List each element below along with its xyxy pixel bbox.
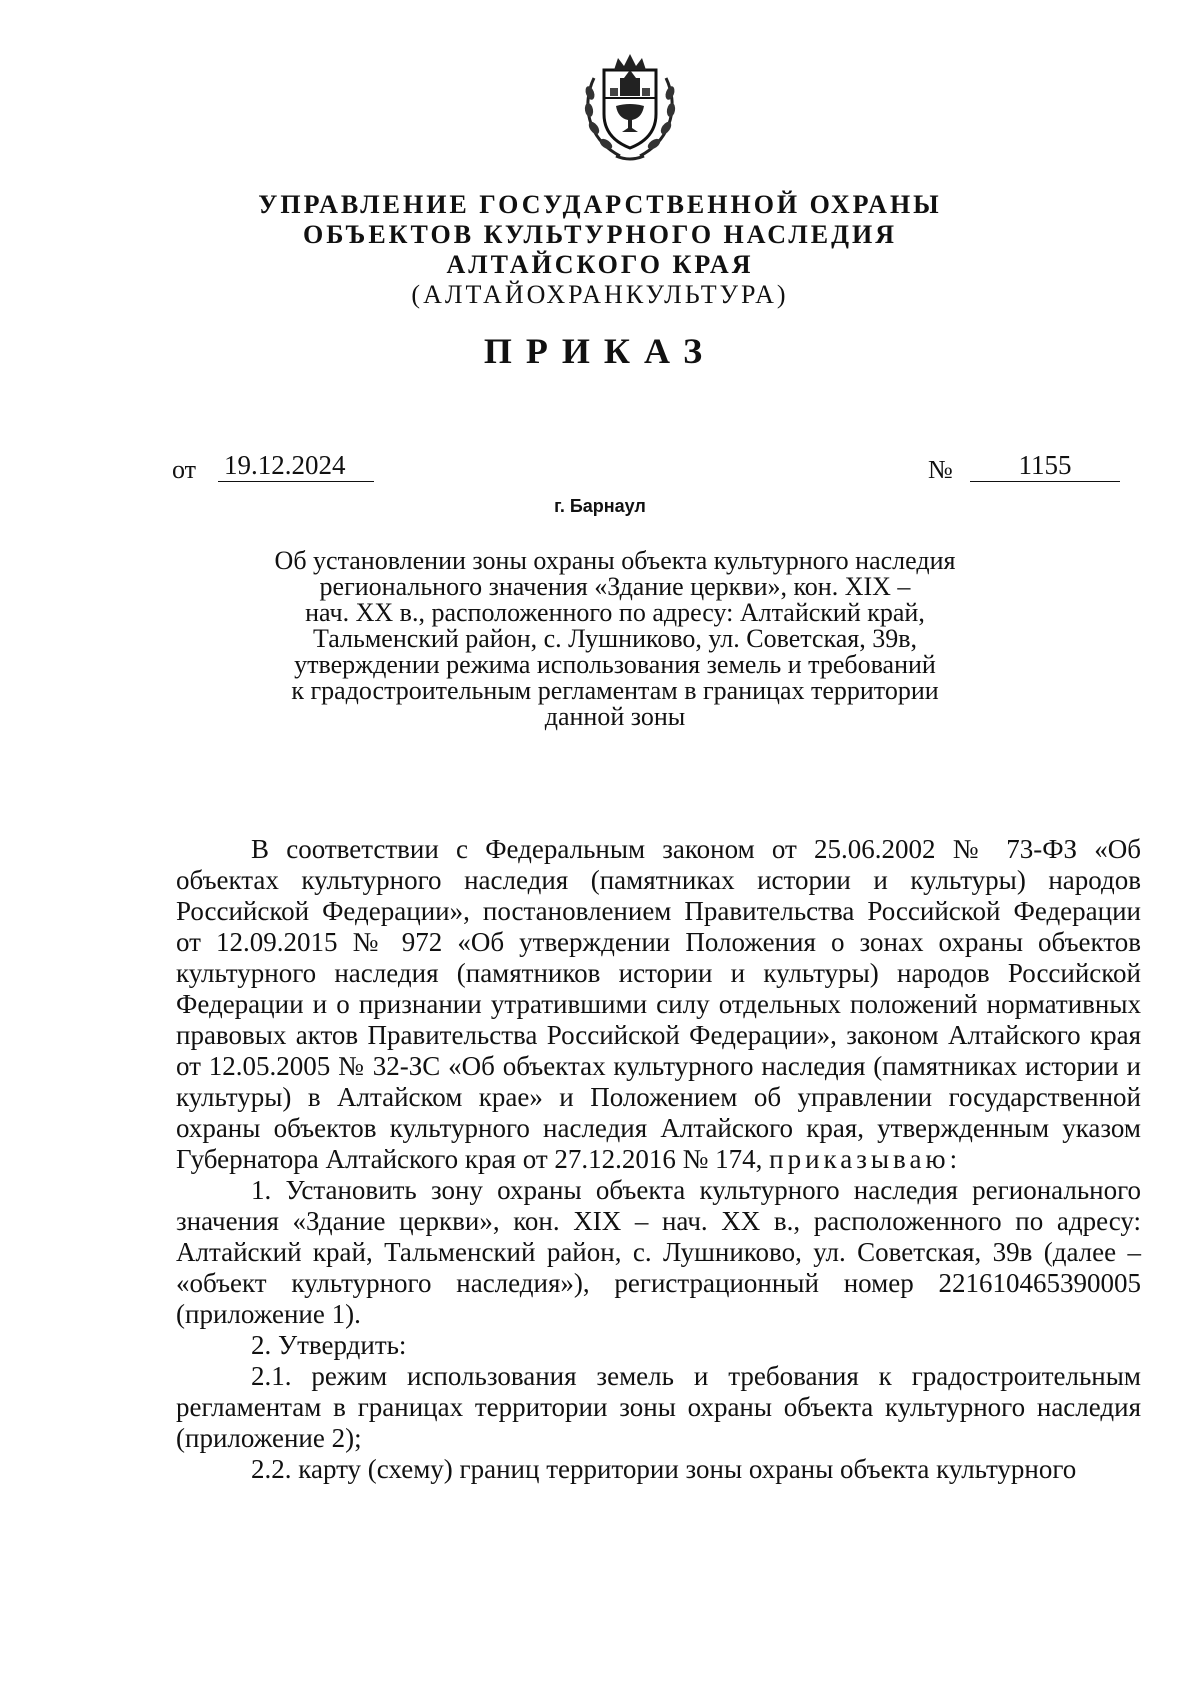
subject-line: Тальменский район, с. Лушниково, ул. Советская, 39в, bbox=[313, 624, 917, 653]
clause-1: 1. Установить зону охраны объекта культурного наследия регионального значения «Здание церкви», кон. XIX – нач. XX в., расположенного по адресу: Алтайский край, Тальменский район, с. Лушниково, ул. Советская, 39в (далее – «объект культурного наследия»), регистрационный номер 221610465390005 (приложение 1). bbox=[176, 1175, 1141, 1329]
org-name-line-3: АЛТАЙСКОГО КРАЯ bbox=[446, 250, 754, 279]
subject-line: к градостроительным регламентам в границах территории bbox=[291, 676, 939, 705]
issue-city: г. Барнаул bbox=[554, 496, 646, 516]
preamble-paragraph bbox=[176, 834, 1141, 1175]
date-prefix: от bbox=[172, 455, 197, 484]
clause-2-1: 2.1. режим использования земель и требования к градостроительным регламентам в границах территории зоны охраны объекта культурного наследия (приложение 2); bbox=[176, 1361, 1141, 1453]
coat-of-arms-icon bbox=[580, 48, 680, 164]
subject-line: данной зоны bbox=[544, 702, 686, 731]
number-prefix: № bbox=[928, 455, 953, 484]
subject-line: Об установлении зоны охраны объекта культурного наследия bbox=[274, 546, 956, 575]
document-date: 19.12.2024 bbox=[218, 450, 374, 482]
document-type-title: ПРИКАЗ bbox=[483, 331, 717, 371]
document-body bbox=[176, 834, 1141, 1485]
subject-line: утверждении режима использования земель и требований bbox=[294, 650, 936, 679]
issuing-authority bbox=[0, 190, 1200, 310]
org-name-line-2: ОБЪЕКТОВ КУЛЬТУРНОГО НАСЛЕДИЯ bbox=[303, 220, 897, 249]
org-name-line-1: УПРАВЛЕНИЕ ГОСУДАРСТВЕННОЙ ОХРАНЫ bbox=[258, 190, 942, 219]
preamble-text: В соответствии с Федеральным законом от 25.06.2002 № 73-ФЗ «Об объектах культурного наследия (памятниках истории и культуры) народов Российской Федерации», постановлением Правительства Российской Федерации от 12.09.2015 № 972 «Об утверждении Положения о зонах охраны объектов культурного наследия (памятников истории и культуры) народов Российской Федерации и о признании утратившими силу отдельных положений нормативных правовых актов Правительства Российской Федерации», законом Алтайского края от 12.05.2005 № 32-ЗС «Об объектах культурного наследия (памятниках истории и культуры) в Алтайском крае» и Положением об управлении государственной охраны объектов культурного наследия Алтайского края, утвержденным указом Губернатора Алтайского края от 27.12.2016 № 174, bbox=[176, 834, 1141, 1174]
document-subject bbox=[225, 548, 1005, 730]
order-word: приказываю: bbox=[769, 1144, 962, 1174]
clause-2-2: 2.2. карту (схему) границ территории зоны охраны объекта культурного bbox=[251, 1454, 1077, 1484]
subject-line: нач. XX в., расположенного по адресу: Алтайский край, bbox=[305, 598, 925, 627]
subject-line: регионального значения «Здание церкви», кон. XIX – bbox=[319, 572, 911, 601]
clause-2: 2. Утвердить: bbox=[251, 1330, 407, 1360]
org-abbreviation: (АЛТАЙОХРАНКУЛЬТУРА) bbox=[411, 280, 789, 309]
document-number: 1155 bbox=[970, 450, 1120, 482]
